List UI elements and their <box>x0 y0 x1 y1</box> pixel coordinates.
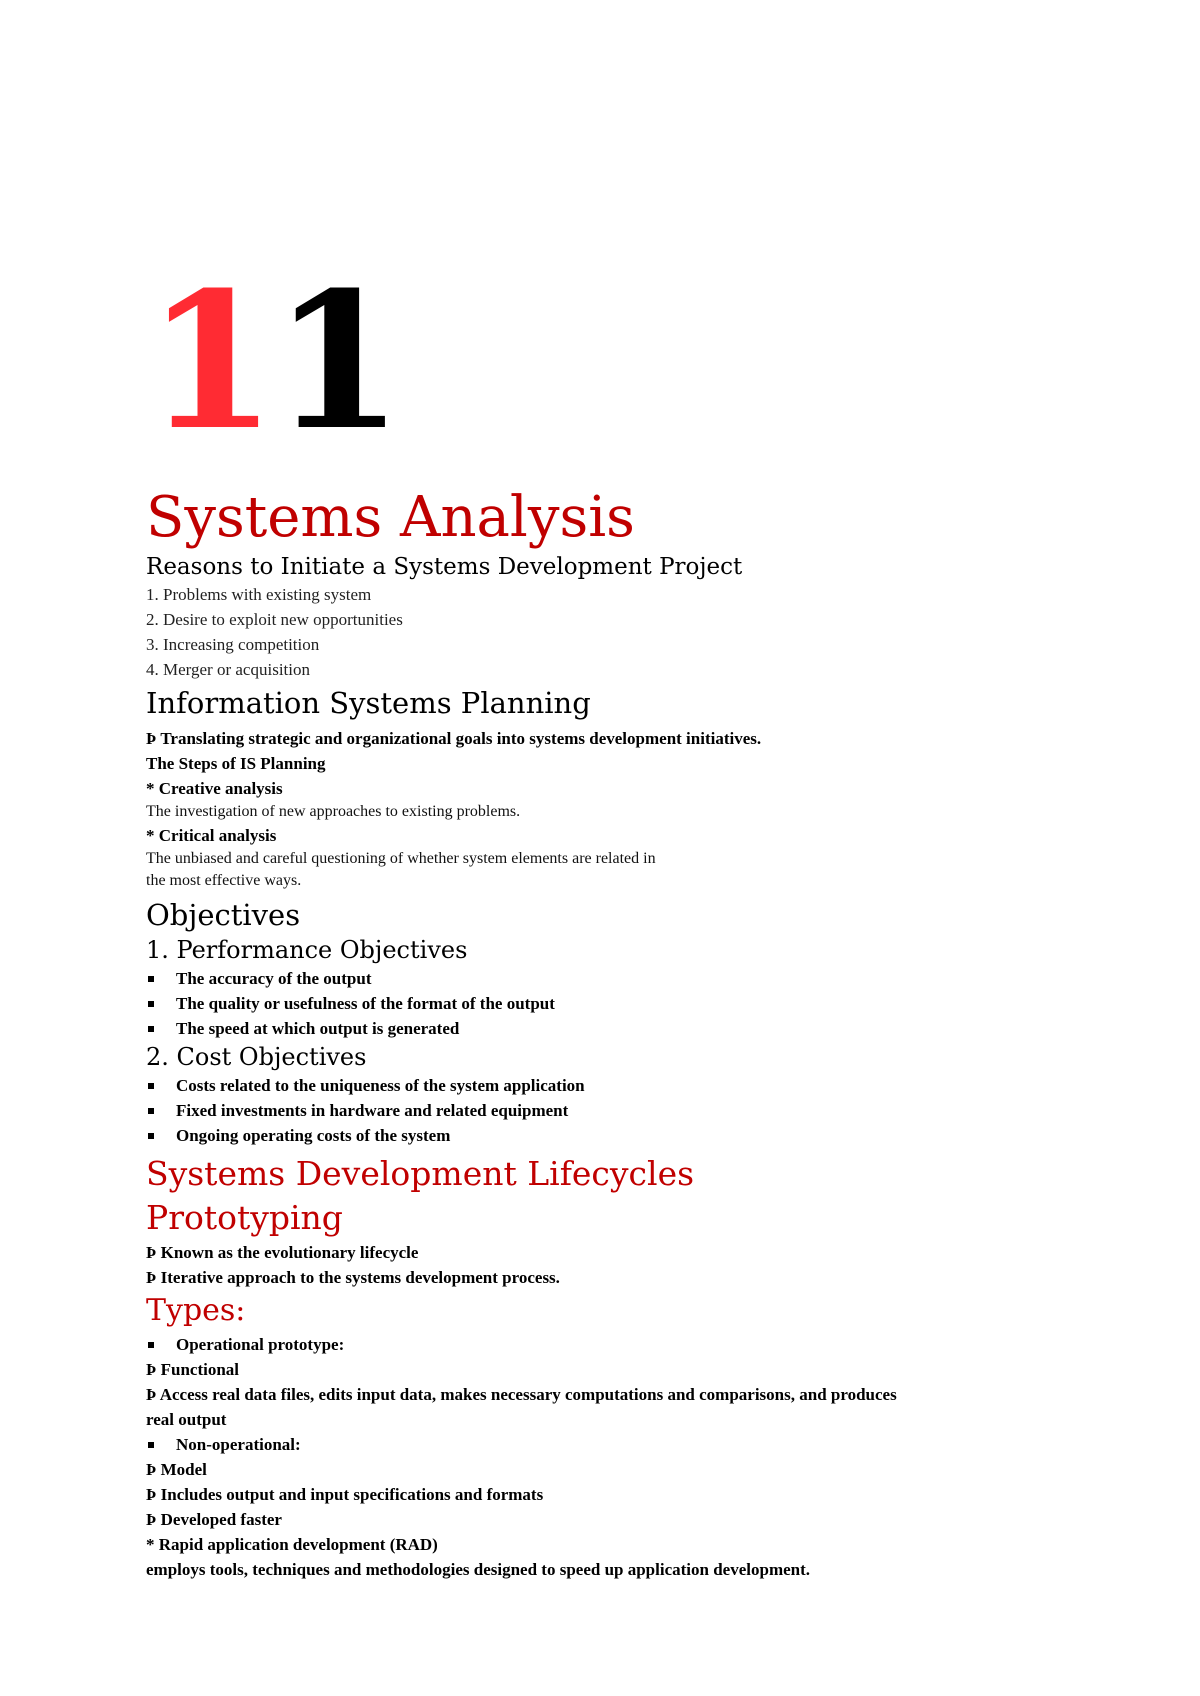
nonoperational-label: Non-operational: <box>146 1432 1146 1457</box>
reason-item: 4. Merger or acquisition <box>146 660 310 679</box>
reasons-heading: Reasons to Initiate a Systems Development Project <box>146 554 743 580</box>
list-item: The accuracy of the output <box>146 966 1146 991</box>
operational-list <box>146 1332 1146 1357</box>
reason-item: 1. Problems with existing system <box>146 585 372 604</box>
nonoperational-item: Þ Developed faster <box>146 1510 282 1529</box>
is-planning-heading: Information Systems Planning <box>146 686 591 720</box>
critical-analysis-text-2: the most effective ways. <box>146 872 302 889</box>
list-item: Ongoing operating costs of the system <box>146 1123 1146 1148</box>
critical-analysis-label: * Critical analysis <box>146 826 277 845</box>
reason-item: 3. Increasing competition <box>146 635 320 654</box>
steps-heading: The Steps of IS Planning <box>146 754 326 773</box>
list-item: The speed at which output is generated <box>146 1016 1146 1041</box>
prototyping-heading: Prototyping <box>146 1198 343 1237</box>
cost-objectives-heading: 2. Cost Objectives <box>146 1043 367 1071</box>
list-item: Costs related to the uniqueness of the system application <box>146 1073 1146 1098</box>
chapter-digit-2: 1 <box>272 251 400 472</box>
chapter-digit-1: 1 <box>146 251 273 472</box>
critical-analysis-text-1: The unbiased and careful questioning of whether system elements are related in <box>146 850 656 867</box>
nonoperational-item: Þ Includes output and input specifications and formats <box>146 1485 544 1504</box>
nonoperational-list <box>146 1432 1146 1457</box>
objectives-heading: Objectives <box>146 898 301 932</box>
creative-analysis-label: * Creative analysis <box>146 779 283 798</box>
chapter-number <box>146 251 400 472</box>
list-item: The quality or usefulness of the format of the output <box>146 991 1146 1016</box>
operational-item: Þ Access real data files, edits input data, makes necessary computations and comparisons, and produces <box>146 1385 897 1404</box>
nonoperational-item: Þ Model <box>146 1460 207 1479</box>
cost-objectives-list <box>146 1073 1146 1148</box>
rad-label: * Rapid application development (RAD) <box>146 1535 438 1554</box>
prototyping-item: Þ Known as the evolutionary lifecycle <box>146 1243 419 1262</box>
is-planning-definition: Þ Translating strategic and organizational goals into systems development initiatives. <box>146 729 762 748</box>
creative-analysis-text: The investigation of new approaches to existing problems. <box>146 803 521 820</box>
rad-text: employs tools, techniques and methodologies designed to speed up application development. <box>146 1560 811 1579</box>
reason-item: 2. Desire to exploit new opportunities <box>146 610 403 629</box>
operational-item: Þ Functional <box>146 1360 240 1379</box>
document-body <box>146 484 1146 1582</box>
operational-item: real output <box>146 1410 227 1429</box>
performance-objectives-list <box>146 966 1146 1041</box>
operational-prototype-label: Operational prototype: <box>146 1332 1146 1357</box>
page-title: Systems Analysis <box>146 485 635 550</box>
performance-objectives-heading: 1. Performance Objectives <box>146 936 468 964</box>
lifecycles-heading: Systems Development Lifecycles <box>146 1154 695 1193</box>
types-heading: Types: <box>146 1293 246 1328</box>
prototyping-item: Þ Iterative approach to the systems development process. <box>146 1268 560 1287</box>
list-item: Fixed investments in hardware and related equipment <box>146 1098 1146 1123</box>
